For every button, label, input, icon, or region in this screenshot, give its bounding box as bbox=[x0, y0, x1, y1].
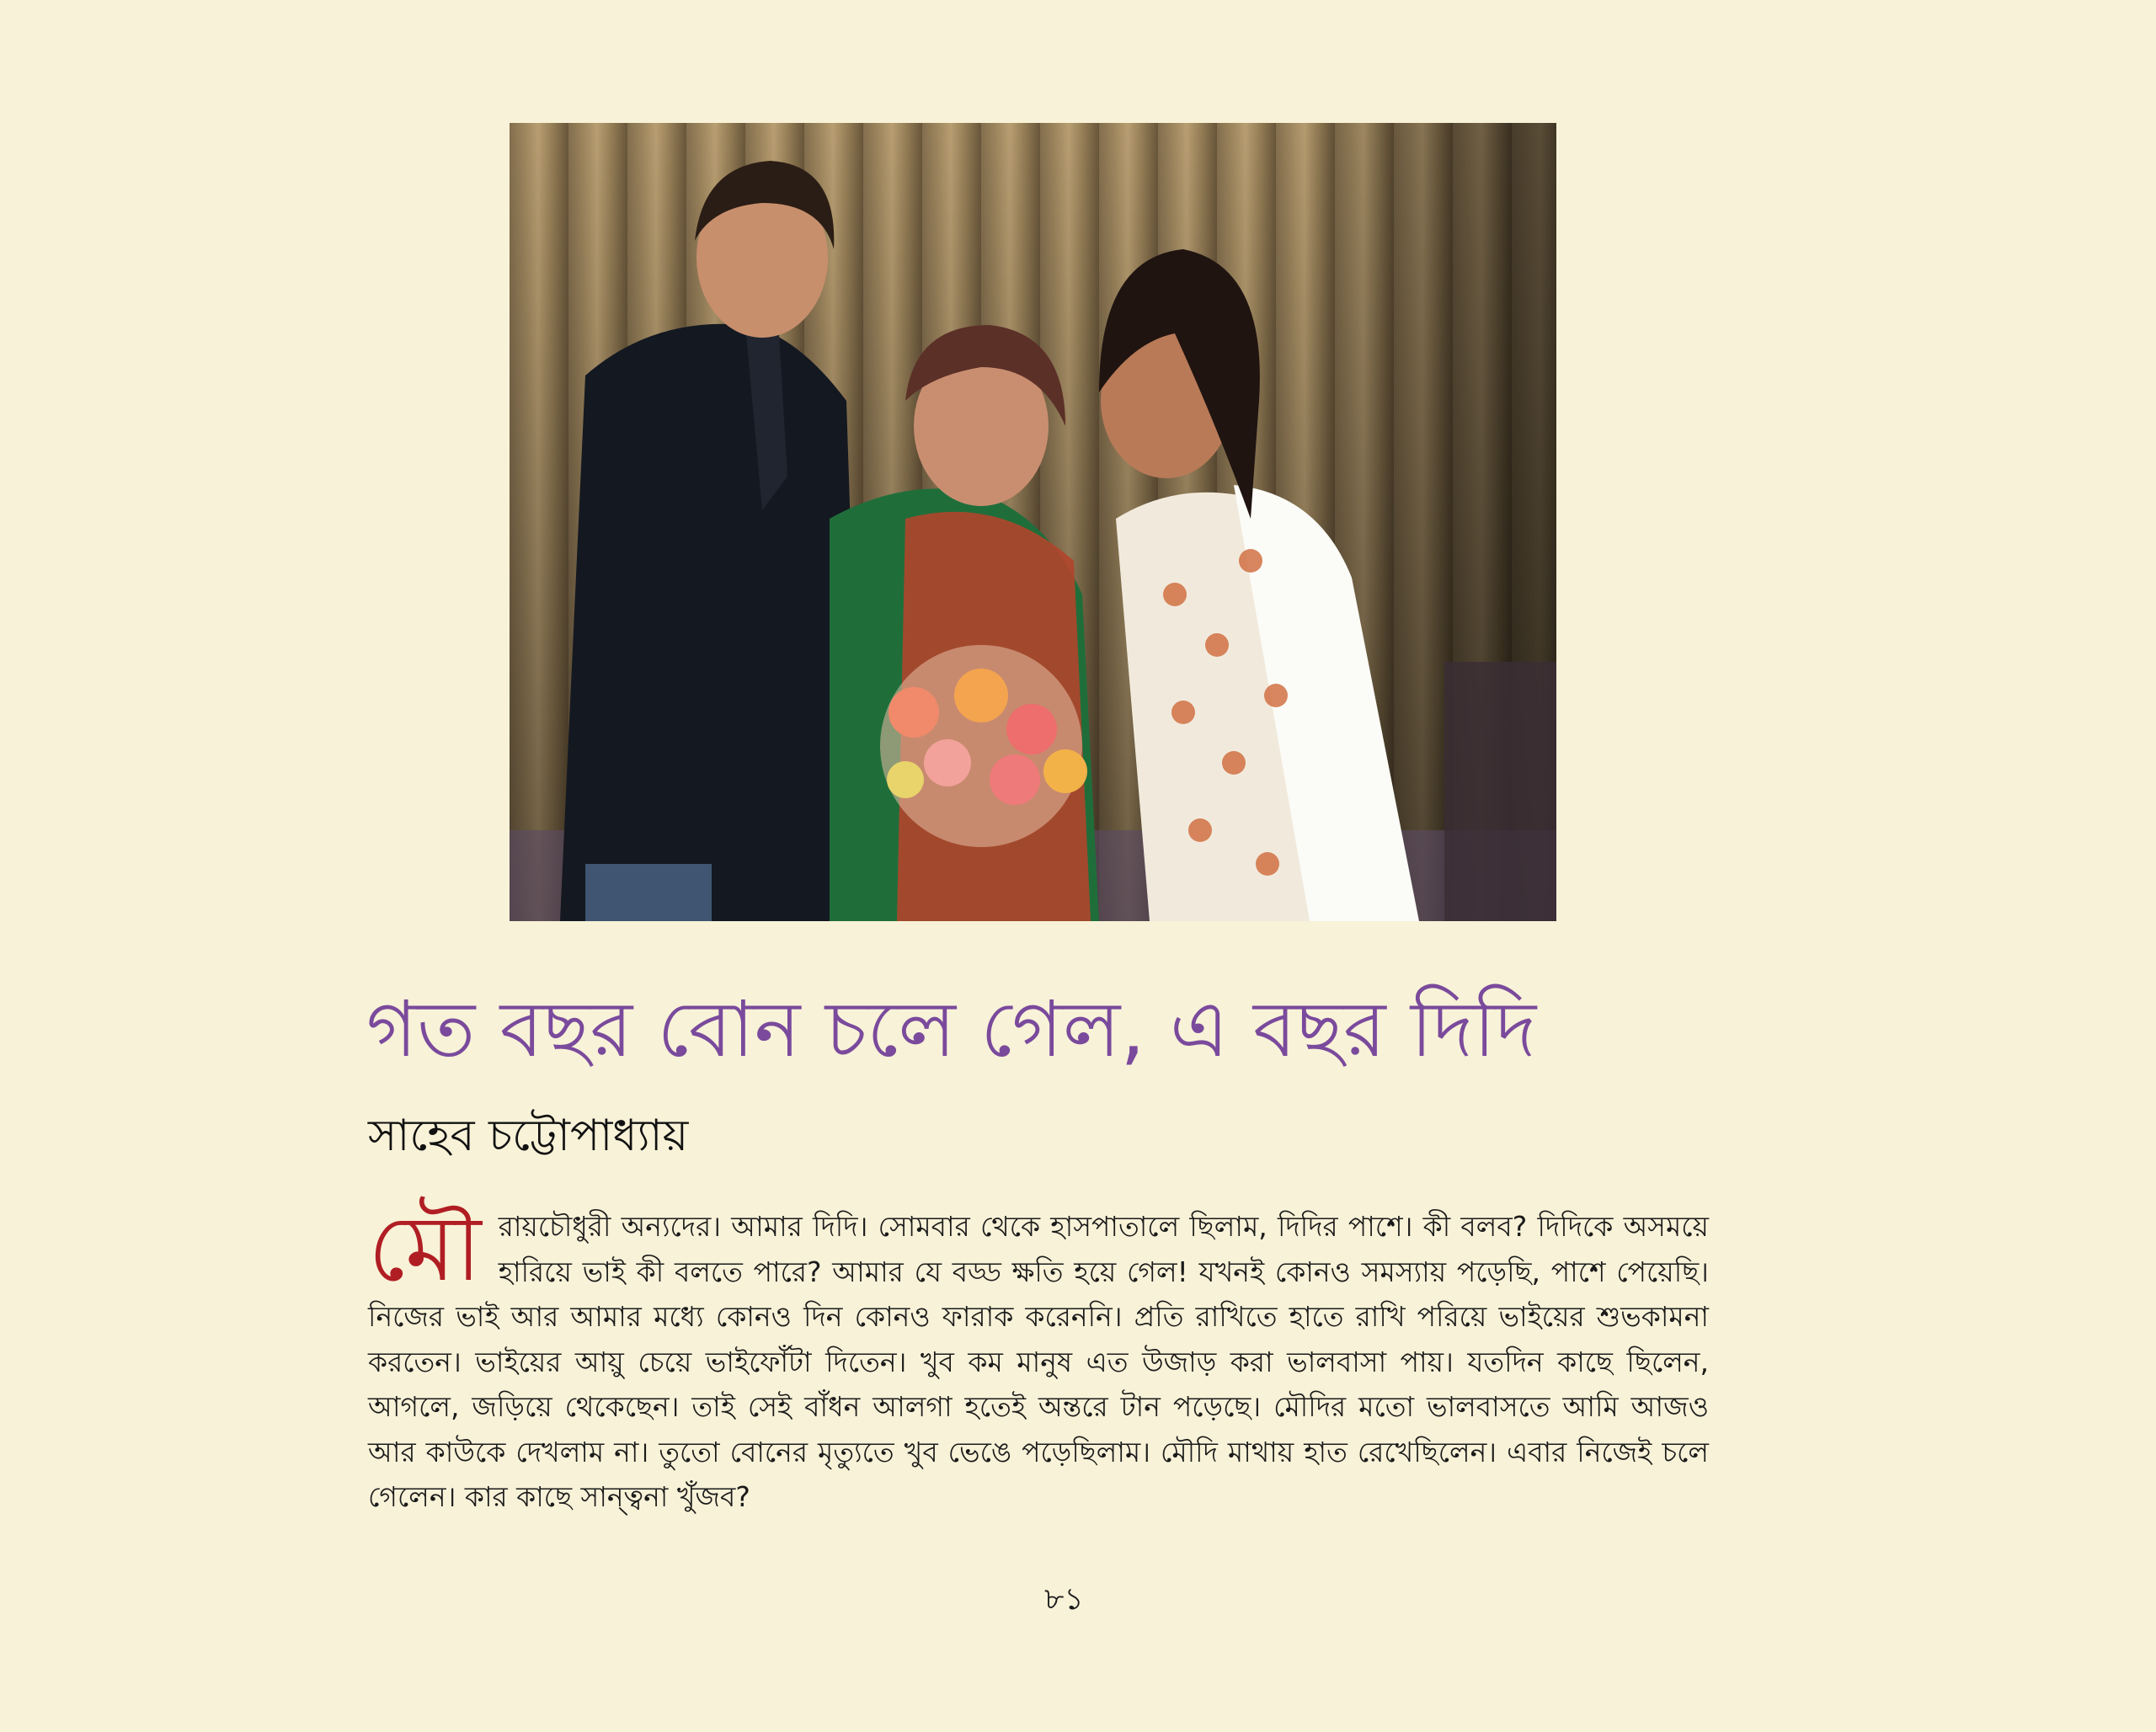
article-byline: সাহেব চট্টোপাধ্যায় bbox=[368, 1111, 689, 1161]
page-number: ৮১ bbox=[1044, 1582, 1084, 1617]
article-photo bbox=[510, 123, 1556, 921]
article-body bbox=[368, 1196, 1709, 1520]
article-headline: গত বছর বোন চলে গেল, এ বছর দিদি bbox=[366, 984, 1537, 1074]
article-paragraph: রায়চৌধুরী অন্যদের। আমার দিদি। সোমবার থেকে হাসপাতালে ছিলাম, দিদির পাশে। কী বলব? দিদিকে অসময়ে হারিয়ে ভাই কী বলতে পারে? আমার যে বড্ড ক্ষতি হয়ে গেল! যখনই কোনও সমস্যায় পড়েছি, পাশে পেয়েছি। নিজের ভাই আর আমার মধ্যে কোনও দিন কোনও ফারাক করেননি। প্রতি রাখিতে হাতে রাখি পরিয়ে ভাইয়ের শুভকামনা করতেন। ভাইয়ের আয়ু চেয়ে ভাইফোঁটা দিতেন। খুব কম মানুষ এত উজাড় করা ভালবাসা পায়। যতদিন কাছে ছিলেন, আগলে, জড়িয়ে থেকেছেন। তাই সেই বাঁধন আলগা হতেই অন্তরে টান পড়েছে। মৌদির মতো ভালবাসতে আমি আজও আর কাউকে দেখলাম না। তুতো বোনের মৃত্যুতে খুব ভেঙে পড়েছিলাম। মৌদি মাথায় হাত রেখেছিলেন। এবার নিজেই চলে গেলেন। কার কাছে সান্ত্বনা খুঁজব? bbox=[368, 1210, 1709, 1513]
dropcap: মৌ bbox=[368, 1196, 482, 1302]
